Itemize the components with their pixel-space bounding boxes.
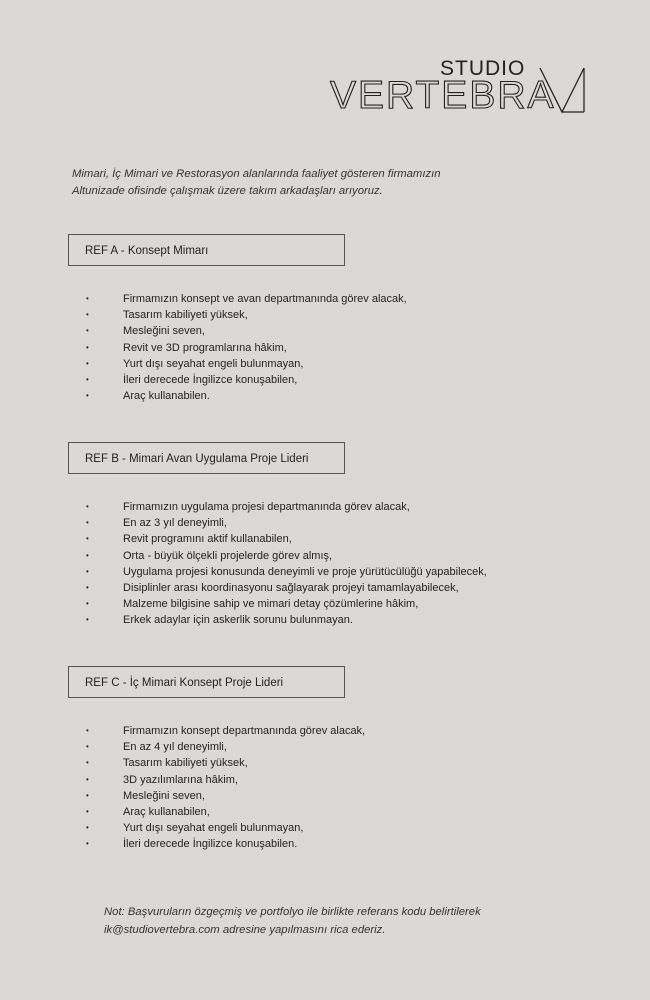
bullet-icon: • xyxy=(86,391,89,401)
ref-c-title-box: REF C - İç Mimari Konsept Proje Lideri xyxy=(68,666,345,698)
bullet-icon: • xyxy=(86,807,89,817)
list-item: • Tasarım kabiliyeti yüksek, xyxy=(86,307,407,323)
bullet-icon: • xyxy=(86,550,89,560)
list-item: • İleri derecede İngilizce konuşabilen, xyxy=(86,372,407,388)
list-item: • Mesleğini seven, xyxy=(86,788,365,804)
bullet-icon: • xyxy=(86,599,89,609)
list-item: • Erkek adaylar için askerlik sorunu bulunmayan. xyxy=(86,612,487,628)
bullet-icon: • xyxy=(86,310,89,320)
list-item: • Revit programını aktif kullanabilen, xyxy=(86,531,487,547)
note-line-1: Not: Başvuruların özgeçmiş ve portfolyo ile birlikte referans kodu belirtilerek xyxy=(104,906,481,918)
bullet-icon: • xyxy=(86,742,89,752)
logo-vertebra-text: VERTEBRA xyxy=(330,74,556,117)
list-item: • En az 3 yıl deneyimli, xyxy=(86,515,487,531)
list-item: • Revit ve 3D programlarına hâkim, xyxy=(86,340,407,356)
bullet-icon: • xyxy=(86,726,89,735)
logo-studio-text: STUDIO xyxy=(440,57,526,80)
bullet-icon: • xyxy=(86,342,89,352)
list-item: • Araç kullanabilen. xyxy=(86,388,407,404)
bullet-icon: • xyxy=(86,518,89,528)
list-item: • Disiplinler arası koordinasyonu sağlayarak projeyi tamamlayabilecek, xyxy=(86,580,487,596)
note-line-2-rest: adresine yapılmasını rica ederiz. xyxy=(219,924,386,936)
list-item: • Yurt dışı seyahat engeli bulunmayan, xyxy=(86,820,365,836)
bullet-icon: • xyxy=(86,358,89,368)
list-item: • Yurt dışı seyahat engeli bulunmayan, xyxy=(86,356,407,372)
list-item: • 3D yazılımlarına hâkim, xyxy=(86,772,365,788)
list-item: • Uygulama projesi konusunda deneyimli ve proje yürütücülüğü yapabilecek, xyxy=(86,564,487,580)
bullet-icon: • xyxy=(86,839,89,849)
list-item: • Mesleğini seven, xyxy=(86,323,407,339)
list-item: • Araç kullanabilen, xyxy=(86,804,365,820)
bullet-icon: • xyxy=(86,583,89,593)
application-note xyxy=(104,903,524,939)
ref-a-title-box: REF A - Konsept Mimarı xyxy=(68,234,345,266)
bullet-icon: • xyxy=(86,294,89,303)
ref-a-requirements-list xyxy=(86,291,407,404)
studio-vertebra-logo xyxy=(328,58,590,118)
list-item: • Firmamızın konsept ve avan departmanında görev alacak, xyxy=(86,291,407,307)
logo-mark-icon xyxy=(538,62,588,114)
ref-b-title-box: REF B - Mimari Avan Uygulama Proje Lideri xyxy=(68,442,345,474)
intro-text xyxy=(72,166,512,200)
bullet-icon: • xyxy=(86,326,89,336)
list-item: • Firmamızın konsept departmanında görev alacak, xyxy=(86,723,365,739)
list-item: • Malzeme bilgisine sahip ve mimari detay çözümlerine hâkim, xyxy=(86,596,487,612)
list-item: • Firmamızın uygulama projesi departmanında görev alacak, xyxy=(86,499,487,515)
intro-line-1: Mimari, İç Mimari ve Restorasyon alanlarında faaliyet gösteren firmamızın xyxy=(72,168,441,180)
email-link[interactable]: ik@studiovertebra.com xyxy=(104,924,220,936)
list-item: • Orta - büyük ölçekli projelerde görev almış, xyxy=(86,548,487,564)
list-item: • En az 4 yıl deneyimli, xyxy=(86,739,365,755)
bullet-icon: • xyxy=(86,502,89,511)
list-item: • İleri derecede İngilizce konuşabilen. xyxy=(86,836,365,852)
bullet-icon: • xyxy=(86,774,89,784)
bullet-icon: • xyxy=(86,615,89,625)
intro-line-2: Altunizade ofisinde çalışmak üzere takım arkadaşları arıyoruz. xyxy=(72,185,383,197)
bullet-icon: • xyxy=(86,823,89,833)
bullet-icon: • xyxy=(86,375,89,385)
bullet-icon: • xyxy=(86,534,89,544)
bullet-icon: • xyxy=(86,758,89,768)
bullet-icon: • xyxy=(86,566,89,576)
ref-c-requirements-list xyxy=(86,723,365,853)
bullet-icon: • xyxy=(86,790,89,800)
list-item: • Tasarım kabiliyeti yüksek, xyxy=(86,755,365,771)
note-line-2 xyxy=(104,921,524,939)
ref-b-requirements-list xyxy=(86,499,487,629)
